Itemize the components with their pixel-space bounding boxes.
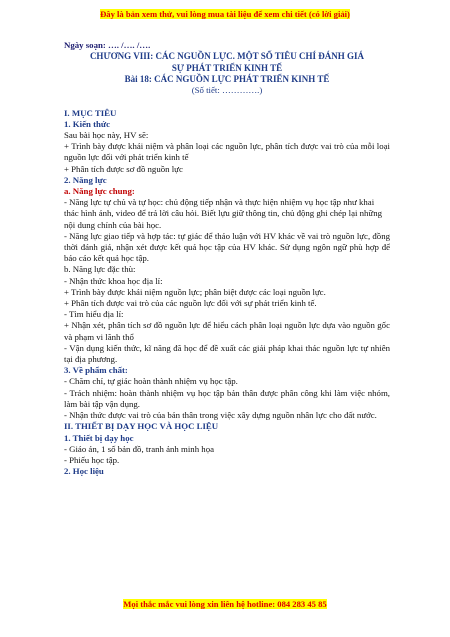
paragraph: - Giáo án, 1 số bản đồ, tranh ảnh minh họa bbox=[64, 443, 215, 454]
paragraph: - Nhận thức khoa học địa lí: bbox=[64, 275, 163, 286]
paragraph: Sau bài học này, HV sẽ: bbox=[64, 130, 149, 141]
subsection-qualities: 3. Về phẩm chất: bbox=[64, 365, 128, 376]
preview-banner bbox=[0, 8, 450, 20]
chapter-title-line2: SỰ PHÁT TRIỂN KINH TẾ bbox=[171, 62, 283, 73]
paragraph: b. Năng lực đặc thù: bbox=[64, 264, 136, 275]
preview-banner-text: Đây là bản xem thử, vui lòng mua tài liệu để xem chi tiết (có lời giải) bbox=[100, 9, 350, 19]
chapter-title-line1: CHƯƠNG VIII: CÁC NGUỒN LỰC. MỘT SỐ TIÊU CHÍ ĐÁNH GIÁ bbox=[89, 51, 365, 62]
subsection-knowledge: 1. Kiến thức bbox=[64, 118, 111, 129]
paragraph: - Năng lực giao tiếp và hợp tác: tự giác để thảo luận với HV khác về vai trò nguồn lực, đồng thời đánh giá, nhận xét được kết quả học tập của HV khác. Sử dụng ngôn ngữ phù hợp để báo cáo kết quả học tập. bbox=[64, 230, 390, 264]
paragraph: - Nhận thức được vai trò của bản thân trong việc xây dựng nguồn nhân lực cho đất nước. bbox=[64, 410, 377, 421]
paragraph: + Phân tích được sơ đồ nguồn lực bbox=[64, 163, 183, 174]
paragraph: - Chăm chỉ, tự giác hoàn thành nhiệm vụ học tập. bbox=[64, 376, 238, 387]
hotline-text: Mọi thắc mắc vui lòng xin liên hệ hotline: 084 283 45 85 bbox=[123, 599, 327, 609]
paragraph: + Phân tích được vai trò của các nguồn lực đối với sự phát triển kinh tế. bbox=[64, 298, 317, 309]
paragraph: thác hình ảnh, video để trả lời câu hỏi. Biết lựu giữ thông tin, chủ động ghi chép lại những bbox=[64, 208, 382, 219]
paragraph: + Trình bày được khái niệm nguồn lực; phân biệt được các loại nguồn lực. bbox=[64, 286, 326, 297]
subsection-teaching-equipment: 1. Thiết bị dạy học bbox=[64, 432, 134, 443]
paragraph: nội dung chính của bài học. bbox=[64, 219, 162, 230]
paragraph: + Nhận xét, phân tích sơ đồ nguồn lực để hiểu cách phân loại nguồn lực dựa vào nguồn gốc và phạm vi lãnh thổ bbox=[64, 320, 390, 342]
paragraph: + Trình bày được khái niệm và phân loại các nguồn lực, phân tích được vai trò của mỗi loại nguồn lực đối với phát triển kinh tế bbox=[64, 141, 390, 163]
subsection-competence: 2. Năng lực bbox=[64, 174, 107, 185]
date-line: Ngày soạn: …. /…. /…. bbox=[64, 40, 151, 50]
section-equipment: II. THIẾT BỊ DẠY HỌC VÀ HỌC LIỆU bbox=[64, 421, 219, 432]
period-count: (Số tiết: ………….) bbox=[191, 85, 263, 96]
paragraph: - Tìm hiểu địa lí: bbox=[64, 309, 124, 320]
subsection-learning-materials: 2. Học liệu bbox=[64, 466, 104, 477]
subsection-general-competence: a. Năng lực chung: bbox=[64, 186, 135, 197]
hotline-footer bbox=[0, 598, 450, 610]
paragraph: - Phiếu học tập. bbox=[64, 454, 120, 465]
paragraph: - Vận dụng kiến thức, kĩ năng đã học để đề xuất các giải pháp khai thác nguồn lực tự nhiên tại địa phương. bbox=[64, 342, 390, 365]
paragraph: - Trách nhiệm: hoàn thành nhiệm vụ học tập bản thân được phân công khi làm việc nhóm, làm bài tập vận dụng. bbox=[64, 387, 390, 409]
section-objectives: I. MỤC TIÊU bbox=[64, 107, 117, 118]
lesson-title: Bài 18: CÁC NGUỒN LỰC PHÁT TRIỂN KINH TẾ bbox=[124, 74, 330, 85]
document-body bbox=[64, 40, 390, 477]
paragraph: - Năng lực tự chủ và tự học: chủ động tiếp nhận và thực hiện nhiệm vụ học tập như khai bbox=[64, 197, 375, 208]
